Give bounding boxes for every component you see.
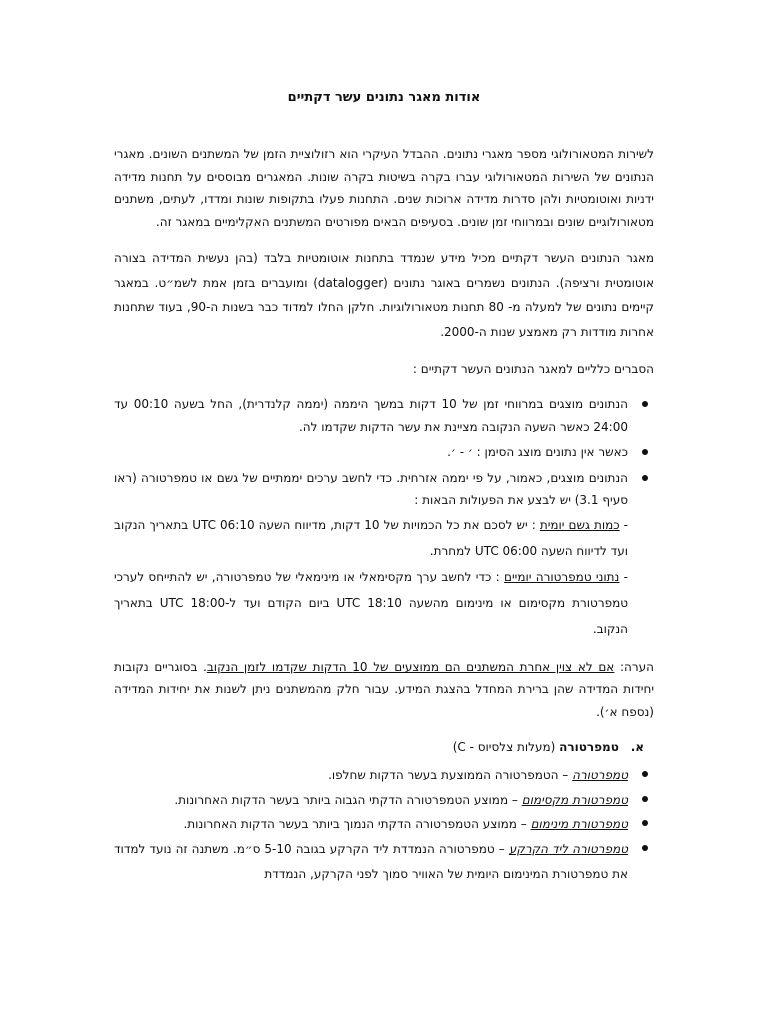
term-definition: – ממוצע הטמפרטורה הדקתי הנמוך ביותר בעשר הדקות האחרונות. (183, 817, 531, 832)
sub-item-label: כמות גשם יומית (539, 517, 620, 532)
list-item (114, 788, 654, 813)
section-unit: (מעלות צלסיוס - C) (452, 740, 556, 755)
list-item (114, 837, 654, 886)
term: טמפרטורה (572, 767, 628, 782)
term-definition: – טמפרטורה הנמדדת ליד הקרקע בגובה 5-10 ס״מ. משתנה זה נועד למדוד את טמפרטורת המינימום היומית של האוויר סמוך לפני הקרקע, הנמדדת (114, 841, 628, 881)
term: טמפרטורה ליד הקרקע (508, 841, 629, 856)
general-explanations-list (114, 393, 654, 512)
note-prefix: הערה: (614, 659, 654, 674)
term: טמפרטורת מקסימום (521, 792, 628, 807)
note-rest: . בסוגריים נקובות יחידות המדידה שהן ברירת המחדל בהצגת המידע. עבור חלק מהמשתנים ניתן לשנות את יחידות המדידה (נספח א׳). (114, 659, 654, 719)
page-title: אודות מאגר נתונים עשר דקתיים (287, 90, 481, 105)
term: טמפרטורת מינימום (530, 817, 628, 832)
sub-item-label: נתוני טמפרטורה יומיים (504, 569, 620, 584)
list-item: הנתונים מוצגים במרווחי זמן של 10 דקות במשך היממה (יממה קלנדרית), החל בשעה 00:10 עד 24:00 כאשר השעה הנקובה מציינת את עשר הדקות שקדמו לה. (114, 393, 654, 438)
sub-item-text: : יש לסכם את כל הכמויות של 10 דקות, מדיווח השעה UTC 06:10 בתאריך הנקוב ועד לדיווח השעה UTC 06:00 למחרת. (114, 517, 628, 558)
document-body (114, 143, 654, 886)
sub-item-daily-rain (114, 512, 654, 564)
list-item: כאשר אין נתונים מוצג הסימן : ׳ - ׳. (114, 441, 654, 464)
list-item (114, 763, 654, 788)
section-letter: א. (630, 740, 644, 755)
list-item (114, 812, 654, 837)
temperature-terms-list (114, 763, 654, 887)
intro-paragraph-3: הסברים כלליים למאגר הנתונים העשר דקתיים : (412, 361, 654, 376)
dash-marker: - (619, 517, 628, 532)
sub-item-daily-temperature (114, 564, 654, 642)
list-item: הנתונים מוצגים, כאמור, על פי יממה אזרחית. כדי לחשב ערכים יממתיים של גשם או טמפרטורה (ראו סעיף 3.1) יש לבצע את הפעולות הבאות : (114, 467, 654, 512)
term-definition: – ממוצע הטמפרטורה הדקתי הגבוה ביותר בעשר הדקות האחרונות. (174, 792, 522, 807)
note-paragraph (114, 656, 654, 724)
dash-marker: - (619, 569, 629, 584)
intro-paragraph-2: מאגר הנתונים העשר דקתיים מכיל מידע שנמדד בתחנות אוטומטיות בלבד (בהן נעשית המדידה בצורה אוטומטית ורציפה). הנתונים נשמרים באוגר נתונים (datalogger) ומועברים בזמן אמת לשמ״ט. במאגר קיימים נתונים של למעלה מ- 80 תחנות מטאורולוגיות. חלקן החלו למדוד כבר בשנות ה-90, בעוד שתחנות אחרות מודדות רק מאמצע שנות ה-2000. (114, 251, 655, 340)
intro-paragraph-1: לשירות המטאורולוגי מספר מאגרי נתונים. ההבדל העיקרי הוא רזולוציית הזמן של המשתנים השונים. מאגרי הנתונים של השירות המטאורולוגי עברו בקרה בשיטות בקרה שונות. המאגרים מבוססים על תחנות מדידה ידניות ואוטומטיות ולהן סדרות מדידה ארוכות שנים. התחנות פעלו בתקופות שונות ומדדו, לעתים, משתנים מטאורולוגיים שונים ובמרווחי זמן שונים. בסעיפים הבאים מפורטים המשתנים האקלימיים במאגר זה. (114, 147, 654, 229)
note-underlined: אם לא צוין אחרת המשתנים הם ממוצעים של 10 הדקות שקדמו לזמן הנקוב (206, 659, 615, 674)
section-a-heading (114, 736, 654, 759)
section-title: טמפרטורה (559, 740, 619, 755)
term-definition: – הטמפרטורה הממוצעת בעשר הדקות שחלפו. (328, 767, 573, 782)
sub-item-text: : כדי לחשב ערך מקסימאלי או מינימאלי של טמפרטורה, יש להתייחס לערכי טמפרטורת מקסימום או מינימום מהשעה UTC 18:10 ביום הקודם ועד ל-UTC 18:00 בתאריך הנקוב. (114, 569, 629, 636)
